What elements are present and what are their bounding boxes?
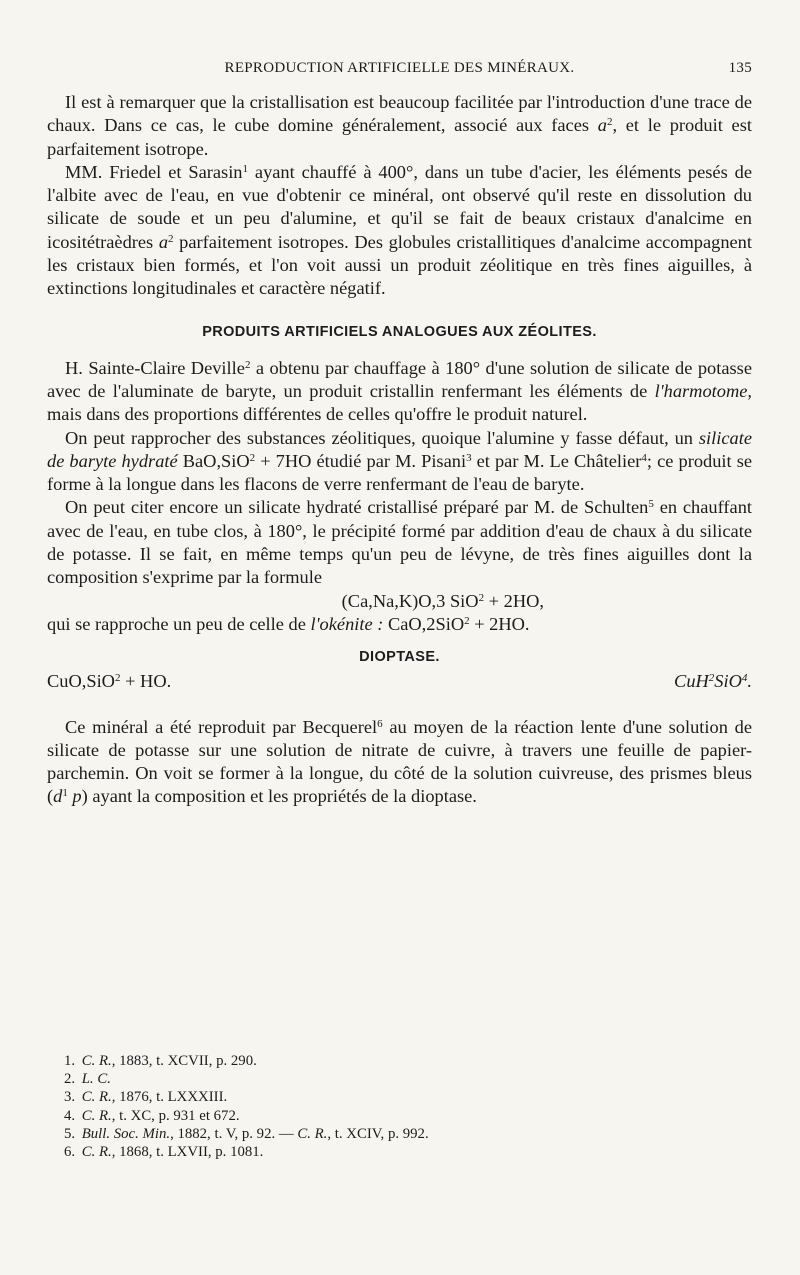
- footnote-text: , t. XCIV, p. 992.: [327, 1125, 429, 1142]
- text: parfaitement isotropes. Des globules cristallitiques d'analcime accompagnent les cristaux bien formés, et l'on voit aussi un produit zéolitique en très fines aiguilles, à extinctions longitudinales et caractère négatif.: [47, 231, 752, 299]
- formula: BaO,SiO: [177, 450, 250, 471]
- face-symbol: d: [53, 786, 63, 807]
- footnote-text: , 1868, t. LXVII, p. 1081.: [111, 1144, 264, 1161]
- footnote-number: 4.: [64, 1107, 76, 1124]
- footnote-ref: 5: [648, 498, 654, 511]
- footnote-source: C. R.: [81, 1089, 112, 1106]
- formula: CuH: [674, 671, 709, 692]
- footnote-ref: 3: [466, 451, 472, 464]
- footnote-number: 5.: [64, 1125, 76, 1142]
- text: , et le produit est parfaitement isotrope.: [47, 115, 752, 159]
- superscript: 2: [249, 451, 256, 464]
- text: mais dans des proportions différentes de celles qu'offre le produit naturel.: [47, 404, 588, 425]
- text: ; ce produit se forme à la longue dans les flacons de verre renfermant de l'eau de baryte.: [47, 450, 753, 495]
- footnote-ref: 1: [242, 162, 249, 175]
- footnote: [64, 1125, 429, 1143]
- compound-name: silicate de baryte hydraté: [47, 427, 752, 471]
- paragraph-3: [47, 357, 752, 427]
- footnote: [64, 1052, 429, 1070]
- formula: SiO: [714, 671, 742, 692]
- formula: .: [747, 671, 752, 692]
- text: On peut citer encore un silicate hydraté cristallisé préparé par M. de Schulten: [65, 497, 649, 518]
- superscript: 1: [62, 787, 68, 800]
- formula: + 2HO.: [469, 613, 530, 634]
- formula: (Ca,Na,K)O,3 SiO: [341, 590, 479, 611]
- footnote-text: , 1883, t. XCVII, p. 290.: [111, 1053, 257, 1069]
- formula-line: [47, 590, 752, 613]
- footnote-source: L. C.: [81, 1071, 111, 1088]
- text: a obtenu par chauffage à 180° d'une solution de silicate de potasse avec de l'aluminate de baryte, un produit cristallin renfermant les éléments de: [47, 357, 752, 401]
- text: et par M. Le Châtelier: [471, 450, 642, 471]
- paragraph-5: [47, 496, 752, 589]
- formula-left: [47, 670, 171, 693]
- mineral-name: l'harmotome,: [654, 380, 752, 401]
- face-symbol: a: [158, 231, 169, 252]
- footnote-number: 2.: [64, 1071, 76, 1088]
- footnote-source: C. R.: [81, 1053, 112, 1069]
- text: H. Sainte-Claire Deville: [65, 357, 245, 378]
- superscript: 2: [478, 591, 485, 604]
- footnote-ref: 4: [641, 451, 647, 464]
- footnote-source: C. R.: [81, 1107, 112, 1124]
- footnote-text: , t. XC, p. 931 et 672.: [111, 1107, 240, 1124]
- text: On peut rapprocher des substances zéolitiques, quoique l'alumine y fasse défaut, un: [65, 427, 699, 448]
- face-symbol: a: [597, 115, 607, 136]
- footnote: [64, 1143, 429, 1161]
- paragraph-7: [47, 716, 752, 809]
- face-symbol: p: [67, 786, 82, 807]
- superscript: 4: [741, 672, 748, 685]
- text: ayant chauffé à 400°, dans un tube d'acier, les éléments pesés de l'albite avec de l'eau, en vue d'obtenir ce minéral, ont observé qu'il reste en dissolution du silicate de soude et un peu d'alumine, et qu'il se fait de beaux cristaux d'analcime en icositétraèdres: [47, 161, 752, 252]
- footnotes: [64, 1052, 429, 1161]
- footnote-source: C. R.: [81, 1144, 112, 1161]
- dioptase-formulas: [47, 670, 752, 693]
- footnote-number: 3.: [64, 1089, 76, 1106]
- paragraph-1: [47, 91, 752, 161]
- footnote-text: , 1882, t. V, p. 92. —: [170, 1125, 298, 1142]
- footnote-number: 6.: [64, 1144, 76, 1161]
- footnote-ref: 6: [377, 717, 383, 730]
- footnote-source: Bull. Soc. Min.: [81, 1125, 171, 1142]
- paragraph-6: [47, 613, 752, 636]
- formula: + HO.: [120, 671, 172, 692]
- page-body: [47, 91, 752, 809]
- footnote: [64, 1070, 429, 1088]
- footnote: [64, 1107, 429, 1125]
- section-title-dioptase: DIOPTASE.: [359, 649, 440, 666]
- footnote: [64, 1088, 429, 1106]
- footnote-ref: 2: [244, 358, 251, 371]
- superscript: 2: [114, 672, 121, 685]
- superscript: 2: [708, 672, 715, 685]
- superscript: 2: [606, 116, 613, 129]
- formula: CaO,2SiO: [383, 613, 465, 634]
- paragraph-4: [47, 427, 752, 497]
- text: + 7HO étudié par M. Pisani: [255, 450, 467, 471]
- text: Il est à remarquer que la cristallisation est beaucoup facilitée par l'introduction d'une trace de chaux. Dans ce cas, le cube domine généralement, associé aux faces: [47, 92, 752, 136]
- formula-right: [674, 670, 752, 693]
- text: MM. Friedel et Sarasin: [65, 161, 243, 182]
- running-title: REPRODUCTION ARTIFICIELLE DES MINÉRAUX.: [224, 60, 575, 76]
- text: qui se rapproche un peu de celle de: [47, 613, 311, 634]
- paragraph-2: [47, 161, 752, 301]
- superscript: 2: [168, 232, 174, 245]
- section-title-zeolites: PRODUITS ARTIFICIELS ANALOGUES AUX ZÉOLITES.: [202, 323, 597, 340]
- mineral-name: l'okénite :: [310, 613, 384, 634]
- page-number: 135: [728, 60, 752, 76]
- footnote-text: , 1876, t. LXXXIII.: [111, 1089, 228, 1106]
- text: Ce minéral a été reproduit par Becquerel: [65, 716, 378, 737]
- footnote-number: 1.: [64, 1053, 76, 1069]
- text: au moyen de la réaction lente d'une solution de silicate de potasse sur une solution de nitrate de cuivre, à travers une feuille de papier-parchemin. On voit se former à la longue, du côté de la solution cuivreuse, des prismes bleus (: [47, 716, 752, 807]
- formula: CuO,SiO: [47, 671, 115, 692]
- text: ) ayant la composition et les propriétés de la dioptase.: [81, 786, 477, 807]
- formula: + 2HO,: [484, 590, 544, 611]
- superscript: 2: [464, 614, 470, 627]
- text: en chauffant avec de l'eau, en tube clos, à 180°, le précipité formé par addition d'eau de chaux à du silicate de potasse. Il se fait, en même temps qu'un peu de lévyne, de très fines aiguilles dont la composition s'exprime par la formule: [47, 497, 752, 588]
- footnote-source: C. R.: [297, 1125, 328, 1142]
